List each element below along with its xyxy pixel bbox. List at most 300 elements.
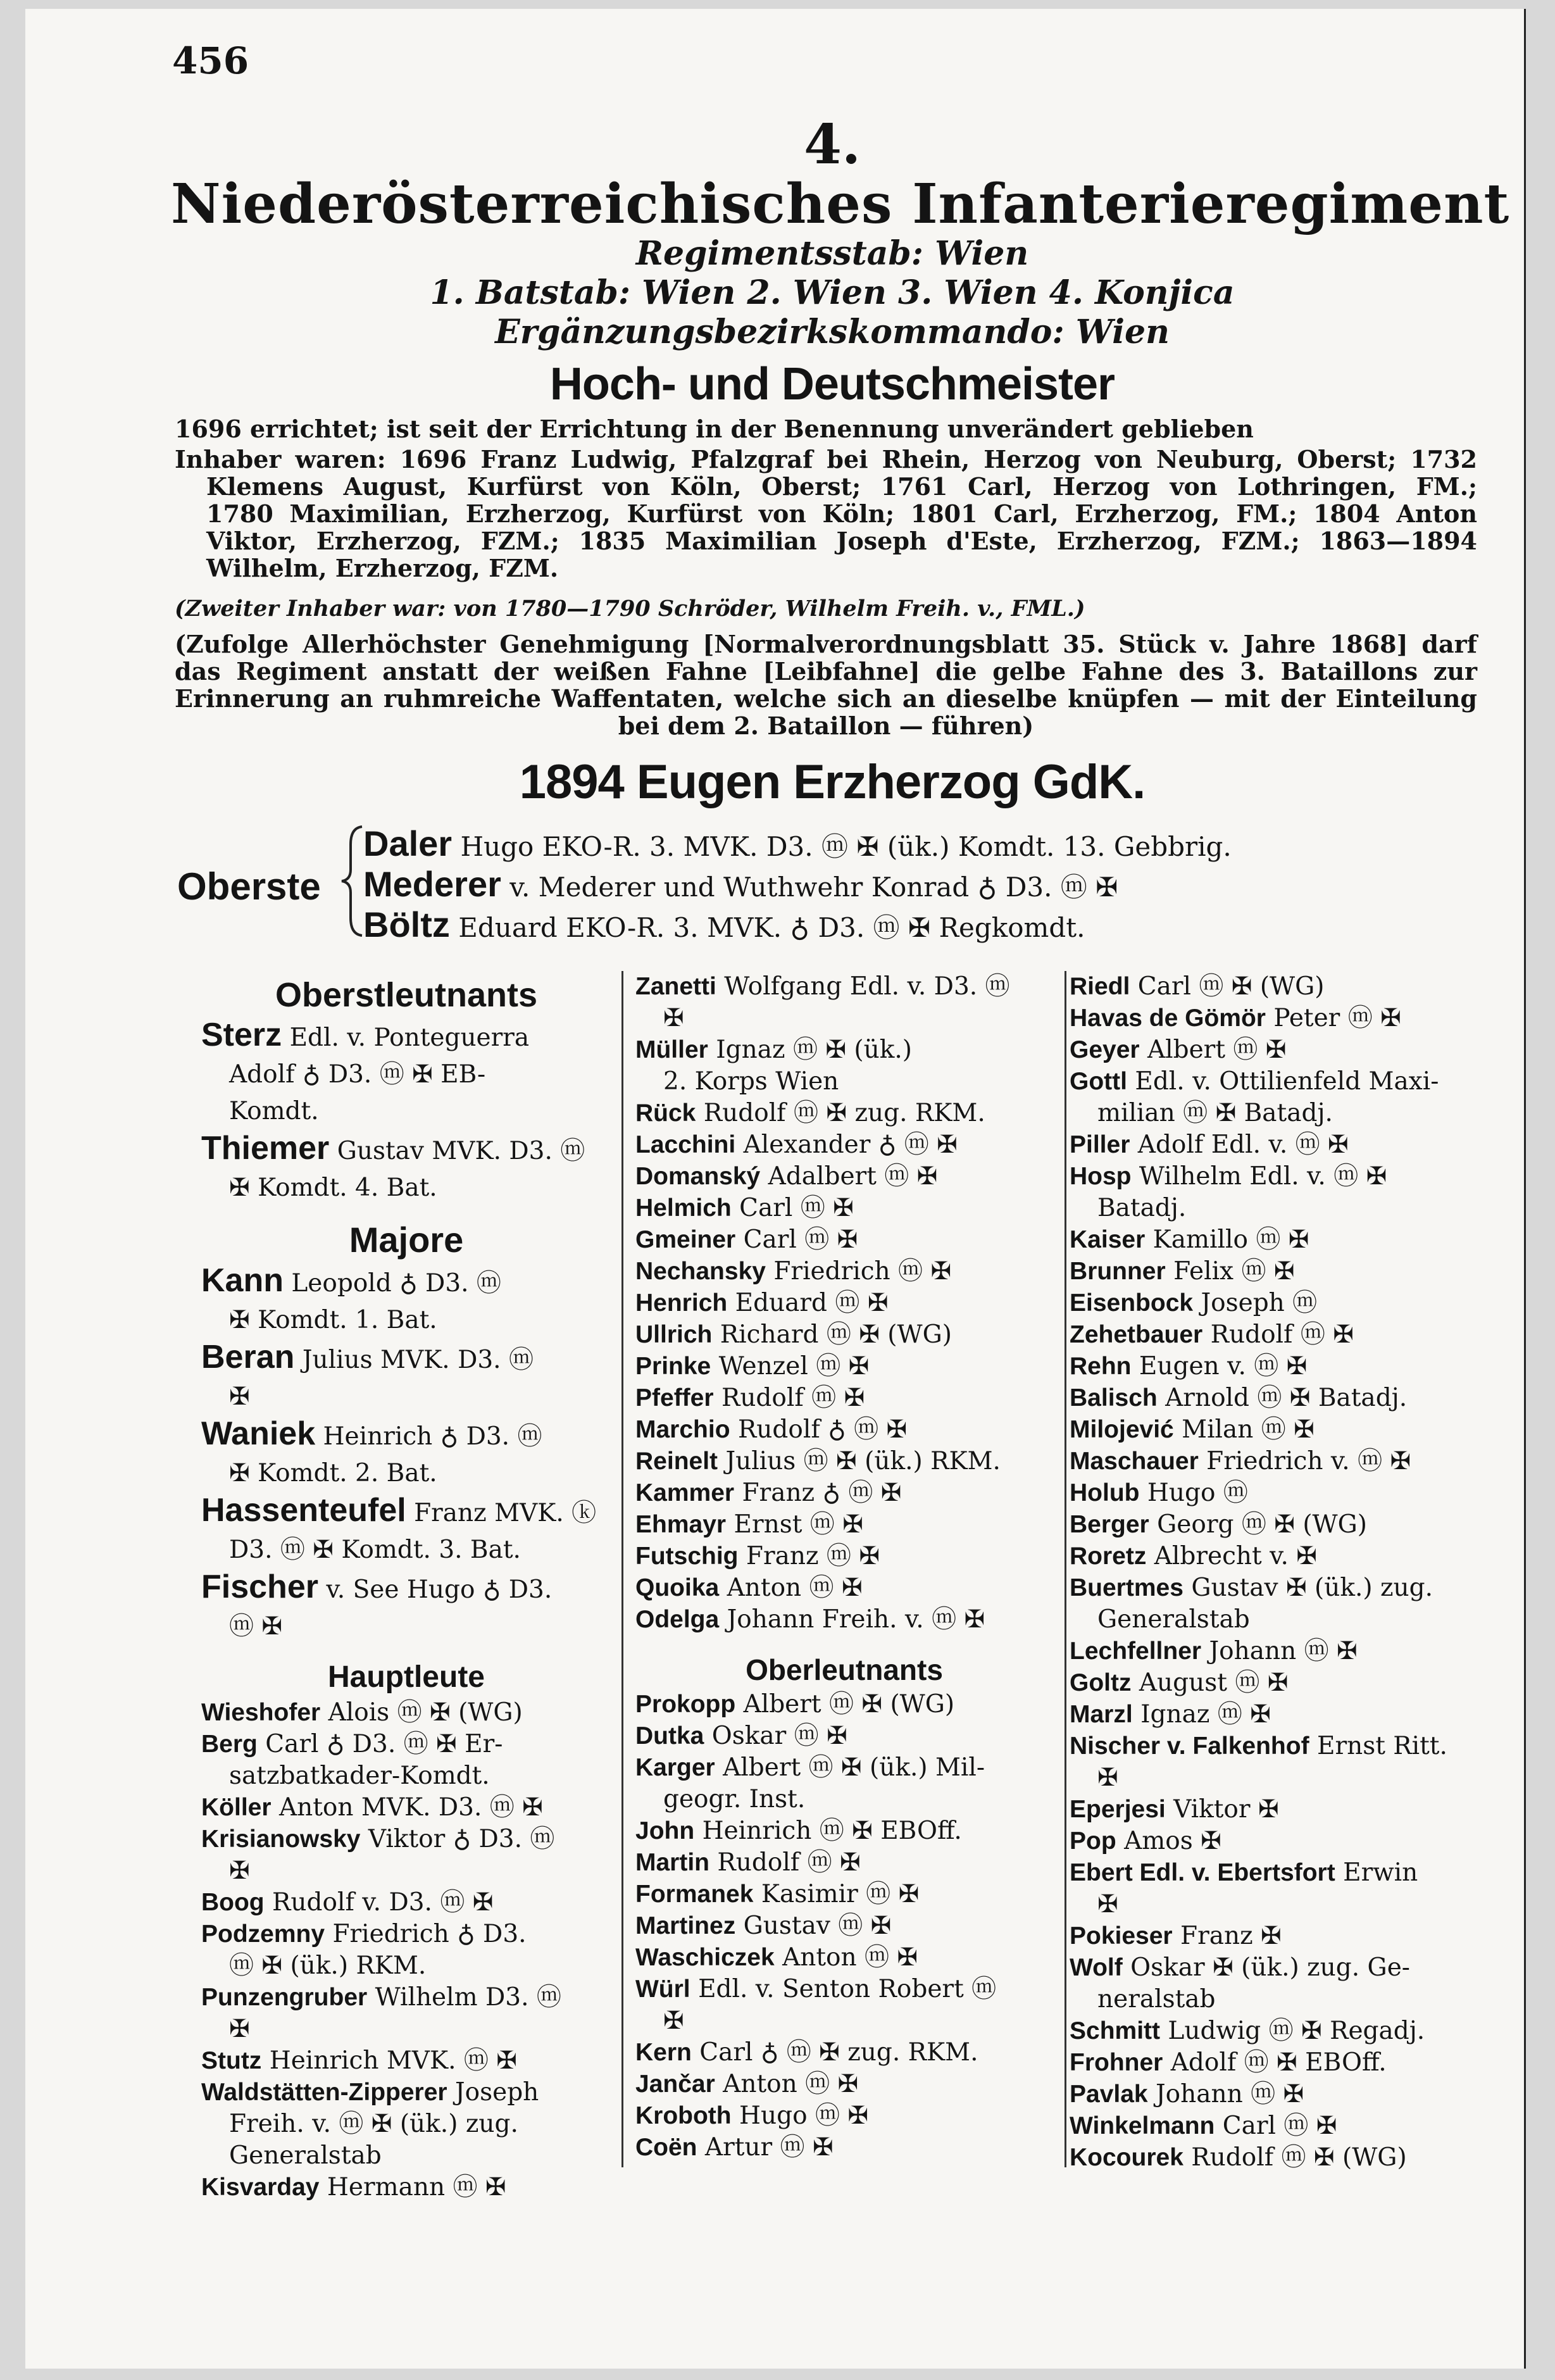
- current-owner: 1894 Eugen Erzherzog GdK.: [519, 755, 1146, 809]
- officer-entry: [1070, 1003, 1481, 1034]
- officer-details: v. See Hugo ♁ D3.: [326, 1575, 553, 1604]
- officer-details: Carl ♁ ⓜ ✠ zug. RKM.: [699, 2038, 978, 2067]
- officer-details: Leopold ♁ D3. ⓜ: [291, 1269, 501, 1298]
- officer-name: Gottl: [1070, 1068, 1127, 1095]
- officer-name: Lacchini: [635, 1131, 736, 1158]
- officer-entry-continuation: [635, 1066, 1053, 1098]
- officer-entry-continuation: [201, 1455, 611, 1492]
- officer-entry-continuation: [635, 1003, 1053, 1034]
- oberst-name: Mederer: [363, 864, 501, 904]
- officer-name: Winkelmann: [1070, 2112, 1215, 2139]
- officer-name: Odelga: [635, 1606, 720, 1633]
- officer-name: Punzengruber: [201, 1984, 368, 2011]
- officer-name: Würl: [635, 1976, 690, 2003]
- officer-entry-continuation: [1070, 1984, 1481, 2015]
- officer-entry: [1070, 2110, 1481, 2142]
- officer-entry-continuation: [201, 1056, 611, 1093]
- officer-details: Generalstab: [229, 2141, 382, 2170]
- officer-name: Martinez: [635, 1912, 736, 1939]
- officer-details: ✠: [1097, 1763, 1118, 1792]
- officer-entry: [1070, 1826, 1481, 1857]
- officer-entry: [201, 2077, 611, 2108]
- officer-entry: [635, 1815, 1053, 1847]
- officer-name: Reinelt: [635, 1448, 718, 1475]
- officer-details: Franz ✠: [1180, 1922, 1282, 1950]
- officer-entry: [635, 1287, 1053, 1319]
- officer-name: Kern: [635, 2039, 692, 2066]
- officer-details: ✠ Komdt. 1. Bat.: [229, 1306, 437, 1334]
- officer-details: Oskar ⓜ ✠: [711, 1722, 847, 1750]
- officer-details: Peter ⓜ ✠: [1273, 1004, 1401, 1032]
- officer-entry: [1070, 1351, 1481, 1382]
- officer-name: Wolf: [1070, 1954, 1123, 1981]
- officer-entry: [201, 1569, 611, 1608]
- officer-details: Gustav ⓜ ✠: [743, 1912, 892, 1940]
- officer-name: Waschiczek: [635, 1944, 775, 1971]
- officer-entry-continuation: [201, 1608, 611, 1645]
- officer-name: Quoika: [635, 1574, 720, 1601]
- officer-name: Wieshofer: [201, 1699, 321, 1726]
- officer-entry-continuation: [1070, 1889, 1481, 1920]
- officer-details: Franz ⓜ ✠: [746, 1542, 880, 1570]
- officer-entry: [635, 1098, 1053, 1129]
- officer-entry: [1070, 1256, 1481, 1287]
- officer-details: Franz ♁ ⓜ ✠: [742, 1479, 902, 1507]
- officer-details: Heinrich ♁ D3. ⓜ: [323, 1422, 542, 1451]
- officer-name: Buertmes: [1070, 1574, 1183, 1601]
- officer-entry: [1070, 1414, 1481, 1446]
- officer-entry: [635, 1446, 1053, 1477]
- officer-entry: [1070, 1446, 1481, 1477]
- officer-name: Boog: [201, 1889, 265, 1916]
- officer-details: Ernst ⓜ ✠: [734, 1510, 863, 1539]
- officer-details: Viktor ✠: [1173, 1795, 1279, 1824]
- officer-entry: [201, 1130, 611, 1170]
- officer-entry: [635, 1879, 1053, 1910]
- officer-details: Rudolf ⓜ ✠: [721, 1384, 865, 1412]
- officer-entry-continuation: [201, 1170, 611, 1206]
- officer-details: Alois ⓜ ✠ (WG): [328, 1698, 523, 1727]
- flag-line: bei dem 2. Bataillon — führen): [618, 711, 1034, 740]
- officer-entry: [1070, 1857, 1481, 1889]
- officer-details: Johann Freih. v. ⓜ ✠: [727, 1605, 985, 1634]
- officer-entry: [1070, 1541, 1481, 1572]
- officer-entry-continuation: [201, 1760, 611, 1792]
- officer-details: Carl ⓜ ✠: [739, 1194, 854, 1222]
- officer-name: Havas de Gömör: [1070, 1005, 1266, 1032]
- officer-entry: [201, 1982, 611, 2014]
- officer-details: Anton ⓜ ✠: [723, 2070, 859, 2098]
- officer-entry: [1070, 1920, 1481, 1952]
- officer-details: Edl. v. Ottilienfeld Maxi-: [1135, 1067, 1439, 1096]
- officer-entry: [635, 1256, 1053, 1287]
- section-header: Oberstleutnants: [275, 976, 538, 1014]
- officer-entry-continuation: [1070, 1762, 1481, 1794]
- flag-line: Erinnerung an ruhmreiche Waffentaten, welche sich an dieselbe knüpfen — mit der Einteilung: [175, 684, 1477, 713]
- officer-details: Viktor ♁ D3. ⓜ: [368, 1825, 555, 1853]
- officer-details: Anton MVK. D3. ⓜ ✠: [278, 1793, 543, 1822]
- officer-entry: [635, 1604, 1053, 1636]
- officer-entry: [635, 971, 1053, 1003]
- officer-details: ⓜ ✠: [229, 1612, 283, 1641]
- officer-details: Adolf Edl. v. ⓜ ✠: [1137, 1130, 1349, 1159]
- officer-entry-continuation: [201, 1950, 611, 1982]
- officer-entry: [1070, 1224, 1481, 1256]
- officer-details: Alexander ♁ ⓜ ✠: [743, 1130, 958, 1159]
- officer-details: ✠: [229, 1857, 250, 1885]
- officer-name: Futschig: [635, 1543, 739, 1570]
- officer-entry: [1070, 1477, 1481, 1509]
- officer-name: Gmeiner: [635, 1226, 736, 1253]
- officer-details: Joseph: [455, 2078, 539, 2107]
- officer-details: August ⓜ ✠: [1139, 1669, 1289, 1697]
- officer-name: Kaiser: [1070, 1226, 1146, 1253]
- officer-details: Ignaz ⓜ ✠ (ük.): [716, 1036, 912, 1064]
- officer-entry: [201, 1887, 611, 1919]
- officer-details: Erwin: [1343, 1858, 1418, 1887]
- officer-name: Martin: [635, 1849, 709, 1876]
- officer-details: Kasimir ⓜ ✠: [761, 1880, 920, 1908]
- officer-details: Carl ⓜ ✠: [1222, 2112, 1337, 2140]
- officer-entry: [1070, 2047, 1481, 2079]
- page-number: 456: [172, 39, 249, 82]
- officer-details: Wolfgang Edl. v. D3. ⓜ: [724, 972, 1010, 1001]
- regimentsstab: Regimentsstab: Wien: [635, 234, 1029, 273]
- officer-name: Goltz: [1070, 1669, 1132, 1696]
- officer-entry: [1070, 2015, 1481, 2047]
- officer-name: Henrich: [635, 1289, 728, 1317]
- officer-name: Ehmayr: [635, 1511, 727, 1538]
- officer-details: Generalstab: [1097, 1605, 1250, 1634]
- officer-entry-continuation: [201, 1379, 611, 1415]
- history-flag: [175, 630, 1477, 739]
- officer-entry: [201, 1729, 611, 1760]
- officer-details: Julius MVK. D3. ⓜ: [302, 1346, 534, 1374]
- oberst-row: [363, 904, 1085, 945]
- officer-details: Joseph ⓜ: [1201, 1289, 1318, 1317]
- regiment-number: 4.: [804, 113, 861, 177]
- officer-name: Rück: [635, 1099, 696, 1127]
- officer-details: Hugo ⓜ: [1147, 1479, 1248, 1507]
- officer-entry: [201, 1792, 611, 1824]
- officer-entry: [635, 1942, 1053, 1974]
- section-header: Majore: [349, 1220, 464, 1260]
- officer-name: Maschauer: [1070, 1448, 1199, 1475]
- officer-name: Berg: [201, 1731, 258, 1758]
- oberst-details: Hugo EKO-R. 3. MVK. D3. ⓜ ✠ (ük.) Komdt. 13. Gebbrig.: [460, 831, 1232, 862]
- officer-details: Adalbert ⓜ ✠: [768, 1162, 938, 1191]
- regiment-title: Niederösterreichisches Infanterieregiment: [171, 172, 1510, 236]
- ergaenzungsbezirk: Ergänzungsbezirkskommando: Wien: [495, 313, 1170, 351]
- officer-entry: [1070, 2079, 1481, 2110]
- column-officers-3: [1070, 971, 1481, 2174]
- officer-entry: [635, 1382, 1053, 1414]
- officer-entry: [635, 1910, 1053, 1942]
- officer-details: Carl ♁ D3. ⓜ ✠ Er-: [265, 1730, 503, 1758]
- officer-entry-continuation: [201, 1532, 611, 1569]
- officer-details: Rudolf ⓜ ✠: [1210, 1320, 1354, 1349]
- officer-entry: [635, 2100, 1053, 2132]
- officer-details: Rudolf v. D3. ⓜ ✠: [272, 1888, 494, 1917]
- officer-entry: [635, 1689, 1053, 1720]
- officer-entry: [635, 1847, 1053, 1879]
- officer-name: Waniek: [201, 1415, 316, 1452]
- officer-entry: [1070, 2142, 1481, 2174]
- honor-name: Hoch- und Deutschmeister: [549, 359, 1115, 410]
- officer-entry: [201, 1262, 611, 1302]
- section-header: Hauptleute: [327, 1660, 485, 1694]
- officer-details: Albert ⓜ ✠ (WG): [743, 1690, 955, 1719]
- owners-line: 1780 Maximilian, Erzherzog, Kurfürst von Köln; 1801 Carl, Erzherzog, FM.; 1804 Anton: [206, 499, 1477, 528]
- officer-name: Brunner: [1070, 1258, 1166, 1285]
- officer-name: Schmitt: [1070, 2017, 1161, 2045]
- officer-details: Ignaz ⓜ ✠: [1140, 1700, 1271, 1729]
- officer-name: Zehetbauer: [1070, 1321, 1203, 1348]
- officer-entry: [1070, 1731, 1481, 1762]
- owners-line: Wilhelm, Erzherzog, FZM.: [206, 554, 559, 582]
- officer-details: Felix ⓜ ✠: [1173, 1257, 1295, 1286]
- officer-details: Ernst Ritt.: [1316, 1732, 1447, 1760]
- officer-name: Karger: [635, 1754, 715, 1781]
- officer-details: Heinrich ⓜ ✠ EBOff.: [702, 1817, 962, 1845]
- officer-entry: [1070, 1034, 1481, 1066]
- oberst-details: Eduard EKO-R. 3. MVK. ♁ D3. ⓜ ✠ Regkomdt.: [458, 912, 1085, 943]
- officer-details: Edl. v. Ponteguerra: [289, 1024, 530, 1052]
- officer-entry: [635, 1351, 1053, 1382]
- officer-details: ⓜ ✠ (ük.) RKM.: [229, 1951, 427, 1980]
- officer-details: Rudolf ⓜ ✠ zug. RKM.: [703, 1099, 985, 1127]
- officer-name: Pfeffer: [635, 1384, 714, 1412]
- oberst-row: [363, 863, 1118, 905]
- officer-entry: [1070, 1509, 1481, 1541]
- owners-line: Inhaber waren: 1696 Franz Ludwig, Pfalzgraf bei Rhein, Herzog von Neuburg, Oberst; 1732: [175, 445, 1477, 473]
- officer-details: Carl ⓜ ✠ (WG): [1137, 972, 1325, 1001]
- history-second-owner: [175, 595, 1477, 622]
- officer-name: Nischer v. Falkenhof: [1070, 1732, 1309, 1760]
- officer-name: Thiemer: [201, 1130, 330, 1167]
- officer-entry: [1070, 1794, 1481, 1826]
- officer-entry: [635, 2132, 1053, 2164]
- officer-details: Albrecht v. ✠: [1154, 1542, 1317, 1570]
- officer-name: Formanek: [635, 1881, 754, 1908]
- officer-entry-continuation: [1070, 1193, 1481, 1224]
- officer-entry: [635, 2069, 1053, 2100]
- column-officers-1: [201, 971, 611, 2203]
- officer-name: Pavlak: [1070, 2081, 1148, 2108]
- oberst-row: [363, 823, 1232, 864]
- officer-details: Komdt.: [229, 1097, 319, 1125]
- officer-name: Dutka: [635, 1722, 704, 1750]
- officer-entry-continuation: [1070, 1604, 1481, 1636]
- owners-line: Klemens August, Kurfürst von Köln, Oberst; 1761 Carl, Herzog von Lothringen, FM.;: [206, 472, 1477, 501]
- oberste-label: Oberste: [177, 865, 321, 908]
- officer-name: Prokopp: [635, 1691, 736, 1718]
- officer-name: Kammer: [635, 1479, 735, 1506]
- officer-details: Eduard ⓜ ✠: [735, 1289, 889, 1317]
- flag-line: (Zufolge Allerhöchster Genehmigung [Normalverordnungsblatt 35. Stück v. Jahre 1868] darf: [175, 630, 1477, 658]
- officer-details: Albert ⓜ ✠ (ük.) Mil-: [723, 1753, 985, 1782]
- officer-entry: [201, 1919, 611, 1950]
- officer-details: Georg ⓜ ✠ (WG): [1157, 1510, 1368, 1539]
- officer-entry: [635, 1414, 1053, 1446]
- officer-details: Friedrich ⓜ ✠: [773, 1257, 952, 1286]
- officer-name: Krisianowsky: [201, 1826, 361, 1853]
- brace-icon: [339, 825, 365, 937]
- officer-entry-continuation: [201, 2140, 611, 2172]
- officer-details: Hermann ⓜ ✠: [327, 2173, 506, 2202]
- officer-entry: [1070, 1572, 1481, 1604]
- officer-details: Freih. v. ⓜ ✠ (ük.) zug.: [229, 2110, 518, 2138]
- officer-entry: [635, 1129, 1053, 1161]
- history-founded: [175, 415, 1477, 442]
- officer-name: Hosp: [1070, 1163, 1132, 1190]
- section-header: Oberleutnants: [746, 1653, 943, 1686]
- officer-details: Kamillo ⓜ ✠: [1152, 1225, 1309, 1254]
- officer-details: Anton ⓜ ✠: [727, 1574, 863, 1602]
- officer-entry: [635, 1193, 1053, 1224]
- officer-entry-continuation: [201, 2108, 611, 2140]
- officer-details: Johann ⓜ ✠: [1209, 1637, 1358, 1665]
- officer-name: Frohner: [1070, 2049, 1163, 2076]
- officer-name: Riedl: [1070, 973, 1130, 1000]
- officer-entry: [1070, 1952, 1481, 1984]
- officer-name: Domanský: [635, 1163, 761, 1190]
- officer-name: Kisvarday: [201, 2174, 320, 2201]
- officer-entry: [635, 1720, 1053, 1752]
- officer-entry: [1070, 1636, 1481, 1667]
- officer-entry: [1070, 1699, 1481, 1731]
- officer-details: Artur ⓜ ✠: [704, 2133, 834, 2162]
- officer-entry: [201, 1824, 611, 1855]
- officer-details: Johann ⓜ ✠: [1156, 2080, 1304, 2108]
- column-divider: [621, 971, 623, 2167]
- officer-name: Roretz: [1070, 1543, 1147, 1570]
- officer-entry: [1070, 1129, 1481, 1161]
- officer-name: Zanetti: [635, 973, 716, 1000]
- officer-entry: [1070, 1667, 1481, 1699]
- officer-name: Eperjesi: [1070, 1796, 1166, 1823]
- officer-details: Julius ⓜ ✠ (ük.) RKM.: [725, 1447, 1001, 1475]
- officer-details: geogr. Inst.: [663, 1785, 806, 1813]
- officer-name: Helmich: [635, 1194, 732, 1222]
- officer-name: Kroboth: [635, 2102, 732, 2129]
- officer-details: Rudolf ♁ ⓜ ✠: [737, 1415, 908, 1444]
- officer-name: Ullrich: [635, 1321, 713, 1348]
- officer-name: Jančar: [635, 2070, 715, 2098]
- officer-entry: [635, 1509, 1053, 1541]
- officer-name: Ebert Edl. v. Ebertsfort: [1070, 1859, 1335, 1886]
- officer-entry-continuation: [201, 2014, 611, 2045]
- officer-details: Anton ⓜ ✠: [782, 1943, 918, 1972]
- column-officers-2: [635, 971, 1053, 2164]
- second-owner-line: (Zweiter Inhaber war: von 1780—1790 Schröder, Wilhelm Freih. v., FML.): [175, 596, 1085, 622]
- officer-entry: [635, 1161, 1053, 1193]
- officer-details: ✠ Komdt. 4. Bat.: [229, 1174, 437, 1202]
- officer-entry: [1070, 1319, 1481, 1351]
- officer-entry: [635, 1572, 1053, 1604]
- officer-entry-continuation: [201, 1093, 611, 1130]
- officer-entry: [1070, 1287, 1481, 1319]
- officer-name: Rehn: [1070, 1353, 1132, 1380]
- officer-details: Wilhelm Edl. v. ⓜ ✠: [1139, 1162, 1387, 1191]
- officer-name: Marzl: [1070, 1701, 1133, 1728]
- officer-entry-continuation: [635, 2005, 1053, 2037]
- officer-details: milian ⓜ ✠ Batadj.: [1097, 1099, 1333, 1127]
- officer-details: Ludwig ⓜ ✠ Regadj.: [1168, 2017, 1425, 2045]
- officer-details: Heinrich MVK. ⓜ ✠: [269, 2046, 517, 2075]
- officer-entry: [635, 1224, 1053, 1256]
- officer-entry: [1070, 1161, 1481, 1193]
- officer-details: Carl ⓜ ✠: [743, 1225, 858, 1254]
- officer-name: Holub: [1070, 1479, 1140, 1506]
- officer-details: Gustav ✠ (ük.) zug.: [1191, 1574, 1433, 1602]
- officer-name: Köller: [201, 1794, 272, 1821]
- officer-details: Gustav MVK. D3. ⓜ: [337, 1137, 585, 1165]
- officer-name: Coën: [635, 2134, 697, 2161]
- officer-name: Stutz: [201, 2047, 262, 2074]
- officer-name: Berger: [1070, 1511, 1149, 1538]
- officer-entry-continuation: [1070, 1098, 1481, 1129]
- owners-line: Viktor, Erzherzog, FZM.; 1835 Maximilian Joseph d'Este, Erzherzog, FZM.; 1863—1894: [206, 527, 1477, 555]
- officer-entry: [201, 1415, 611, 1455]
- officer-details: ✠ Komdt. 2. Bat.: [229, 1459, 437, 1488]
- officer-details: Rudolf ⓜ ✠: [717, 1848, 861, 1877]
- officer-name: Geyer: [1070, 1036, 1140, 1063]
- officer-entry: [635, 1319, 1053, 1351]
- officer-entry: [635, 1541, 1053, 1572]
- officer-details: Hugo ⓜ ✠: [739, 2101, 869, 2130]
- officer-name: Kocourek: [1070, 2144, 1183, 2171]
- officer-entry: [635, 1034, 1053, 1066]
- officer-name: Beran: [201, 1339, 295, 1375]
- officer-entry: [635, 1477, 1053, 1509]
- officer-name: Waldstätten-Zipperer: [201, 2079, 447, 2106]
- officer-entry: [201, 1339, 611, 1379]
- officer-details: Amos ✠: [1124, 1827, 1221, 1855]
- officer-details: ✠: [1097, 1890, 1118, 1919]
- officer-name: Müller: [635, 1036, 708, 1063]
- officer-name: Fischer: [201, 1569, 318, 1605]
- officer-entry: [1070, 1066, 1481, 1098]
- officer-name: Balisch: [1070, 1384, 1158, 1412]
- officer-entry: [635, 2037, 1053, 2069]
- officer-details: Arnold ⓜ ✠ Batadj.: [1165, 1384, 1408, 1412]
- officer-entry: [635, 1974, 1053, 2005]
- officer-name: Podzemny: [201, 1920, 325, 1948]
- founded-line: 1696 errichtet; ist seit der Errichtung in der Benennung unverändert geblieben: [175, 415, 1254, 443]
- officer-details: neralstab: [1097, 1985, 1216, 2014]
- officer-details: ✠: [663, 2007, 684, 2035]
- officer-details: ✠: [229, 2015, 250, 2043]
- officer-entry-continuation: [201, 1302, 611, 1339]
- officer-details: Friedrich ♁ D3.: [332, 1920, 527, 1948]
- officer-name: Prinke: [635, 1353, 711, 1380]
- officer-details: Friedrich v. ⓜ ✠: [1206, 1447, 1411, 1475]
- officer-details: D3. ⓜ ✠ Komdt. 3. Bat.: [229, 1536, 521, 1564]
- officer-details: Oskar ✠ (ük.) zug. Ge-: [1130, 1953, 1410, 1982]
- officer-name: Hassenteufel: [201, 1492, 406, 1529]
- batstab: 1. Batstab: Wien 2. Wien 3. Wien 4. Konjica: [430, 273, 1235, 312]
- officer-entry: [201, 1492, 611, 1532]
- officer-details: Milan ⓜ ✠: [1182, 1415, 1315, 1444]
- oberst-name: Böltz: [363, 905, 450, 944]
- officer-name: Kann: [201, 1262, 284, 1299]
- officer-entry: [1070, 1382, 1481, 1414]
- officer-details: Wilhelm D3. ⓜ: [375, 1983, 561, 2012]
- officer-name: Sterz: [201, 1017, 282, 1053]
- officer-name: Marchio: [635, 1416, 730, 1443]
- officer-name: Lechfellner: [1070, 1638, 1202, 1665]
